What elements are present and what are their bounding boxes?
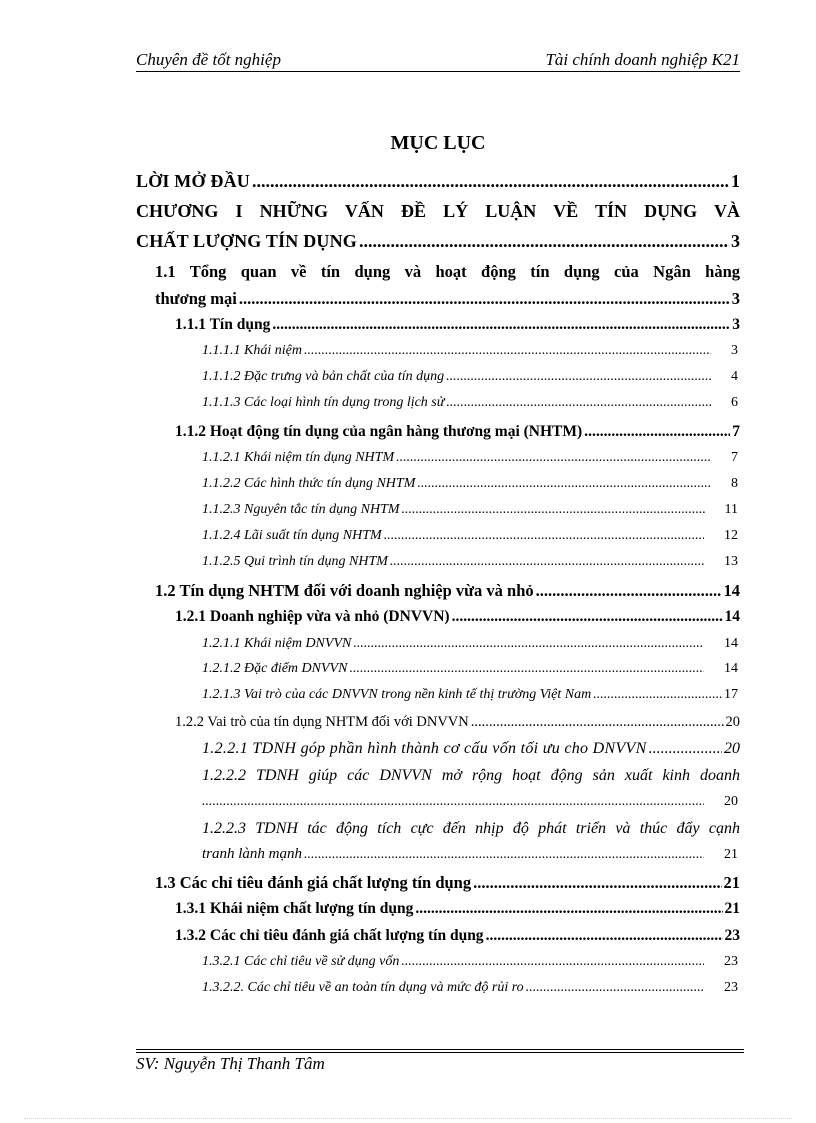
toc-page: 21 xyxy=(723,873,740,892)
toc-entry-1-2-1-1[interactable] xyxy=(202,636,738,652)
toc-label: 1.3 Các chỉ tiêu đánh giá chất lượng tín dụng xyxy=(155,873,472,892)
toc-page: 7 xyxy=(732,423,740,440)
toc-label: 1.2 Tín dụng NHTM đối với doanh nghiệp vừa và nhỏ xyxy=(155,581,534,600)
toc-label: 1.1.1.1 Khái niệm xyxy=(202,343,302,358)
toc-label: LỜI MỞ ĐẦU xyxy=(136,171,250,191)
toc-label: 1.1.1 Tín dụng xyxy=(175,316,271,333)
toc-page: 21 xyxy=(724,847,738,862)
toc-page: 23 xyxy=(724,980,738,995)
header-right: Tài chính doanh nghiệp K21 xyxy=(545,50,740,69)
toc-label: 1.3.2.2. Các chỉ tiêu về an toàn tín dụng và mức độ rủi ro xyxy=(202,980,524,995)
toc-label: 1.2.2 Vai trò của tín dụng NHTM đối với DNVVN xyxy=(175,714,469,730)
toc-entry-1-1-1-2[interactable] xyxy=(202,369,738,385)
toc-entry-chuong-1[interactable] xyxy=(136,201,740,222)
toc-label: 1.1.2.1 Khái niệm tín dụng NHTM xyxy=(202,450,395,465)
toc-page: 17 xyxy=(724,687,738,702)
toc-page: 6 xyxy=(731,395,738,410)
toc-page: 1 xyxy=(731,171,740,191)
toc-label-line1: 1.2.2.2 TDNH giúp các DNVVN mở rộng hoạt động sản xuất kinh doanh xyxy=(202,767,740,784)
toc-page: 14 xyxy=(724,661,738,676)
footer-student: SV: Nguyễn Thị Thanh Tâm xyxy=(136,1054,325,1073)
toc-entry-1-1-2[interactable] xyxy=(175,423,740,441)
toc-entry-1-1-2-3[interactable] xyxy=(202,502,738,518)
toc-label: 1.2.1.2 Đặc điểm DNVVN xyxy=(202,661,348,676)
toc-page: 23 xyxy=(724,954,738,969)
toc-page: 21 xyxy=(724,900,740,917)
toc-entry-1-3-2-2[interactable] xyxy=(202,980,738,996)
toc-entry-1-3-2-1[interactable] xyxy=(202,954,738,970)
toc-entry-1-1-1[interactable] xyxy=(175,316,740,334)
toc-page: 13 xyxy=(724,554,738,569)
toc-label: 1.2.1.1 Khái niệm DNVVN xyxy=(202,636,352,651)
toc-label-line1: 1.1 Tổng quan về tín dụng và hoạt động tín dụng của Ngân hàng xyxy=(155,262,740,281)
toc-page: 14 xyxy=(723,581,740,600)
toc-page: 7 xyxy=(731,450,738,465)
toc-entry-1-1-2-5[interactable] xyxy=(202,554,738,570)
toc-entry-1-3-2[interactable] xyxy=(175,927,740,945)
toc-entry-1-3[interactable] xyxy=(155,873,740,893)
toc-entry-1-1-2-2[interactable] xyxy=(202,476,738,492)
page-title: MỤC LỤC xyxy=(390,132,486,154)
toc-page: 3 xyxy=(731,231,740,251)
toc-entry-1-2-1-3[interactable] xyxy=(202,687,738,703)
toc-label: 1.1.2.3 Nguyên tắc tín dụng NHTM xyxy=(202,502,400,517)
toc-entry-1-2-2[interactable] xyxy=(175,714,740,731)
toc-label: 1.3.2.1 Các chỉ tiêu về sử dụng vốn xyxy=(202,954,400,969)
toc-label: 1.1.1.3 Các loại hình tín dụng trong lịch sử xyxy=(202,395,445,410)
toc-page: 20 xyxy=(724,794,738,809)
toc-label: 1.1.2 Hoạt động tín dụng của ngân hàng thương mại (NHTM) xyxy=(175,423,583,440)
toc-label: 1.3.1 Khái niệm chất lượng tín dụng xyxy=(175,900,414,917)
toc-page: 3 xyxy=(731,343,738,358)
toc-entry-1-1[interactable] xyxy=(155,262,740,282)
toc-entry-1-2-2-1[interactable] xyxy=(202,740,740,758)
toc-label: 1.2.1 Doanh nghiệp vừa và nhỏ (DNVVN) xyxy=(175,608,450,625)
toc-label: 1.1.2.5 Qui trình tín dụng NHTM xyxy=(202,554,388,569)
toc-page: 14 xyxy=(724,608,740,625)
toc-entry-1-1-1-3[interactable] xyxy=(202,395,738,411)
toc-entry-1-3-1[interactable] xyxy=(175,900,740,918)
toc-page: 3 xyxy=(731,289,740,308)
toc-entry-1-1-2-4[interactable] xyxy=(202,528,738,544)
toc-page: 12 xyxy=(724,528,738,543)
toc-label-line1: CHƯƠNG I NHỮNG VẤN ĐỀ LÝ LUẬN VỀ TÍN DỤNG VÀ xyxy=(136,201,740,221)
page-edge xyxy=(24,1118,792,1119)
footer-divider-2 xyxy=(136,1052,744,1053)
toc-entry-1-1-1-1[interactable] xyxy=(202,343,738,359)
toc-entry-1-2-1-2[interactable] xyxy=(202,661,738,677)
toc-page: 4 xyxy=(731,369,738,384)
toc-entry-1-1-2-1[interactable] xyxy=(202,450,738,466)
toc-page: 8 xyxy=(731,476,738,491)
header-left: Chuyên đề tốt nghiệp xyxy=(136,50,281,69)
toc-page: 3 xyxy=(732,316,740,333)
toc-label-line1: 1.2.2.3 TDNH tác động tích cực đến nhịp độ phát triển và thúc đẩy cạnh xyxy=(202,820,740,837)
toc-page: 14 xyxy=(724,636,738,651)
toc-entry-1-2-2-2-cont[interactable] xyxy=(202,794,738,810)
toc-label: 1.2.2.1 TDNH góp phần hình thành cơ cấu vốn tối ưu cho DNVVN xyxy=(202,740,647,757)
toc-label: 1.1.2.2 Các hình thức tín dụng NHTM xyxy=(202,476,416,491)
toc-page: 20 xyxy=(725,714,740,730)
toc-entry-1-2[interactable] xyxy=(155,581,740,601)
toc-entry-loi-mo-dau[interactable] xyxy=(136,171,740,192)
toc-entry-chuong-1-cont[interactable] xyxy=(136,231,740,252)
toc-page: 23 xyxy=(724,927,740,944)
toc-label-line2: tranh lành mạnh xyxy=(202,846,303,862)
toc-label: 1.2.1.3 Vai trò của các DNVVN trong nền kinh tế thị trường Việt Nam xyxy=(202,687,592,702)
toc-label: 1.1.2.4 Lãi suất tín dụng NHTM xyxy=(202,528,382,543)
toc-label-line2: thương mại xyxy=(155,289,237,308)
toc-label: 1.1.1.2 Đặc trưng và bản chất của tín dụng xyxy=(202,369,445,384)
toc-entry-1-2-2-3[interactable] xyxy=(202,820,740,838)
toc-entry-1-2-1[interactable] xyxy=(175,608,740,626)
toc-entry-1-1-cont[interactable] xyxy=(155,289,740,309)
toc-entry-1-2-2-3-cont[interactable] xyxy=(202,846,738,863)
toc-label: 1.3.2 Các chỉ tiêu đánh giá chất lượng tín dụng xyxy=(175,927,484,944)
toc-page: 20 xyxy=(724,740,740,757)
toc-label-line2: CHẤT LƯỢNG TÍN DỤNG xyxy=(136,231,357,251)
header-divider xyxy=(136,71,740,72)
footer-divider xyxy=(136,1049,744,1050)
toc-page: 11 xyxy=(724,502,738,517)
toc-entry-1-2-2-2[interactable] xyxy=(202,767,740,785)
